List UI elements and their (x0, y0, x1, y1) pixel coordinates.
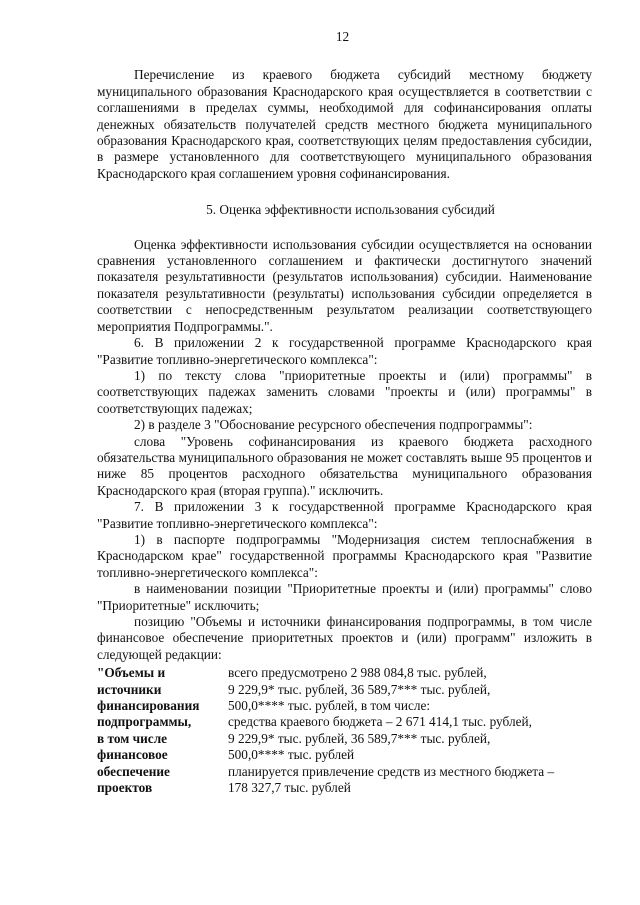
paragraph-item-7-1-position: позицию "Объемы и источники финансирования подпрограммы, в том числе финансовое обеспечение приоритетных проектов и (или) программ" изложить в следующей редакции: (97, 614, 592, 662)
passport-label-line: проектов (97, 780, 153, 796)
passport-value-line: всего предусмотрено 2 988 084,8 тыс. рублей, (228, 665, 487, 681)
passport-label-line: финансирования (97, 698, 200, 714)
passport-row (97, 665, 592, 796)
paragraph-item-7: 7. В приложении 3 к государственной программе Краснодарского края "Развитие топливно-энергетического комплекса": (97, 499, 592, 531)
page-number: 12 (335, 29, 350, 44)
paragraph-item-6: 6. В приложении 2 к государственной программе Краснодарского края "Развитие топливно-энергетического комплекса": (97, 335, 592, 367)
paragraph-item-6-2: 2) в разделе 3 "Обоснование ресурсного обеспечения подпрограммы": (134, 417, 533, 433)
paragraph-item-6-1: 1) по тексту слова "приоритетные проекты и (или) программы" в соответствующих падежах заменить словами "проекты и (или) программы" в соответствующих падежах; (97, 367, 592, 416)
passport-label-cell (97, 665, 228, 796)
passport-value-cell (228, 665, 592, 796)
paragraph-subsidy-transfer: Перечисление из краевого бюджета субсидий местному бюджету муниципального образования Краснодарского края осуществляется в соответствии с соглашениями в пределах суммы, необходимой для софинансирования оплаты денежных обязательств получателей средств местного бюджета муниципального образования Краснодарского края, соответствующих целям предоставления субсидии, в размере установленного для соответствующего муниципального образования Краснодарского края соглашением уровня софинансирования. (97, 67, 592, 181)
passport-label-line: финансовое (97, 747, 168, 763)
passport-label-line: обеспечение (97, 763, 170, 779)
passport-value-line: 178 327,7 тыс. рублей (228, 780, 351, 796)
passport-value-line: 500,0**** тыс. рублей, в том числе: (228, 698, 431, 714)
passport-label-line: в том числе (97, 730, 168, 746)
passport-label-line: источники (97, 681, 162, 697)
passport-value-line: средства краевого бюджета – 2 671 414,1 тыс. рублей, (228, 714, 532, 730)
passport-value-line: 500,0**** тыс. рублей (228, 747, 355, 763)
paragraph-item-7-1-name: в наименовании позиции "Приоритетные проекты и (или) программы" слово "Приоритетные" исключить; (97, 581, 592, 613)
passport-label-line: подпрограммы, (97, 714, 192, 730)
passport-label-line: "Объемы и (97, 665, 166, 681)
paragraph-item-6-2-words: слова "Уровень софинансирования из краевого бюджета расходного обязательства муниципального образования не может составлять выше 95 процентов и ниже 85 процентов расходного обязательства муниципального образования Краснодарского края (вторая группа)." исключить. (97, 433, 592, 498)
passport-value-line: 9 229,9* тыс. рублей, 36 589,7*** тыс. рублей, (228, 730, 491, 746)
section-heading: 5. Оценка эффективности использования субсидий (206, 202, 495, 218)
paragraph-item-7-1: 1) в паспорте подпрограммы "Модернизация систем теплоснабжения в Краснодарском крае" государственной программы Краснодарского края "Развитие топливно-энергетического комплекса": (97, 531, 592, 580)
passport-value-line: 9 229,9* тыс. рублей, 36 589,7*** тыс. рублей, (228, 681, 491, 697)
paragraph-efficiency-assessment: Оценка эффективности использования субсидии осуществляется на основании сравнения установленного соглашением и фактически достигнутого значений показателя результативности (результатов использования) субсидии. Наименование показателя результативности (результаты) использования субсидии определяется в соответствии с непосредственным результатом реализации соответствующего мероприятия Подпрограммы.". (97, 236, 592, 334)
passport-value-line: планируется привлечение средств из местного бюджета – (228, 763, 555, 779)
passport-table (97, 665, 592, 796)
